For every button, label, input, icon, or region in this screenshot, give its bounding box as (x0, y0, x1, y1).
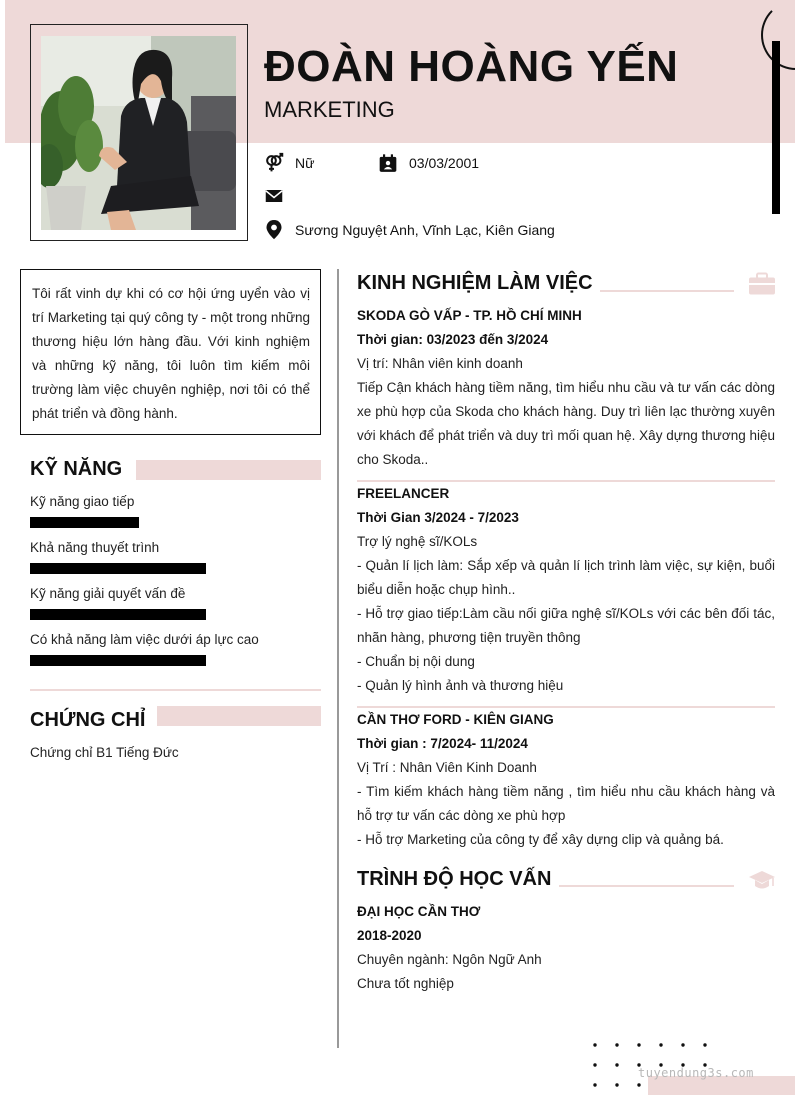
job-entry (357, 482, 775, 698)
job-entry (357, 708, 775, 852)
certificates-title: CHỨNG CHỈ (30, 709, 146, 731)
experience-title: KINH NGHIỆM LÀM VIỆC (357, 272, 593, 294)
skill-level-bar (30, 517, 139, 528)
skill-label: Kỹ năng giải quyết vấn đề (30, 586, 186, 601)
address-value: Sương Nguyệt Anh, Vĩnh Lạc, Kiên Giang (295, 222, 555, 238)
gender-row (264, 153, 314, 173)
skills-title-bar (136, 460, 321, 480)
skill-label: Khả năng thuyết trình (30, 540, 160, 555)
education-years: 2018-2020 (357, 928, 422, 943)
job-company: SKODA GÒ VẤP - TP. HỒ CHÍ MINH (357, 308, 582, 323)
education-status: Chưa tốt nghiệp (357, 976, 454, 991)
skill-label: Kỹ năng giao tiếp (30, 494, 135, 509)
job-position: Vị Trí : Nhân Viên Kinh Doanh (357, 760, 537, 775)
certificate-item: Chứng chỉ B1 Tiếng Đức (30, 745, 179, 760)
skill-label: Có khả năng làm việc dưới áp lực cao (30, 632, 259, 647)
experience-title-line (600, 290, 734, 292)
job-detail: - Quản lí lịch làm: Sắp xếp và quản lí lịch trình làm việc, sự kiện, buổi biểu diễn hoặc chụp hình.. (357, 558, 775, 597)
column-divider (337, 269, 339, 1048)
certificates-title-bar (157, 706, 321, 726)
education-title: TRÌNH ĐỘ HỌC VẤN (357, 868, 552, 890)
job-entry (357, 304, 775, 472)
graduation-cap-icon (748, 868, 776, 897)
summary-text: Tôi rất vinh dự khi có cơ hội ứng uyển vào vị trí Marketing tại quý công ty - một trong những thương hiệu lớn hàng đầu. Với kinh nghiệm và những kỹ năng, tôi luôn tìm kiếm môi trường làm việc chuyên nghiệp, nơi tôi có thể phát triển và đồng hành. (32, 286, 310, 421)
education-entry (357, 900, 775, 996)
profile-photo-illustration (41, 36, 236, 230)
education-major: Chuyên ngành: Ngôn Ngữ Anh (357, 952, 542, 967)
email-row (264, 186, 295, 206)
decorative-vertical-bar (772, 41, 780, 214)
job-detail: Tiếp Cận khách hàng tiềm năng, tìm hiểu nhu cầu và tư vấn các dòng xe phù hợp của Skoda cho khách hàng. Duy trì liên lạc thường xuyên với khách để phát triển và duy trì mối quan hệ. Xây dựng thương hiệu cho Skoda.. (357, 380, 775, 467)
birthday-value: 03/03/2001 (409, 155, 480, 171)
job-position: Vị trí: Nhân viên kinh doanh (357, 356, 523, 371)
summary-box (20, 269, 321, 435)
job-detail: - Chuẩn bị nội dung (357, 654, 475, 669)
job-company: FREELANCER (357, 486, 450, 501)
email-icon (264, 186, 284, 206)
briefcase-icon (748, 272, 776, 301)
job-detail: - Tìm kiếm khách hàng tiềm năng , tìm hiểu nhu cầu khách hàng và hỗ trợ tư vấn các dòng xe phù hợp (357, 784, 775, 823)
education-title-line (559, 885, 734, 887)
gender-value: Nữ (295, 155, 315, 171)
watermark: tuyendung3s.com (638, 1066, 754, 1080)
job-period: Thời Gian 3/2024 - 7/2023 (357, 510, 519, 525)
profile-photo (41, 36, 236, 230)
job-company: CẦN THƠ FORD - KIÊN GIANG (357, 712, 554, 727)
candidate-name: ĐOÀN HOÀNG YẾN (264, 42, 679, 91)
skills-title: KỸ NĂNG (30, 458, 123, 480)
job-detail: - Hỗ trợ giao tiếp:Làm cầu nối giữa nghệ sĩ/KOLs với các bên đối tác, nhãn hàng, phương tiện truyền thông (357, 606, 775, 645)
address-row (264, 220, 555, 240)
job-period: Thời gian : 7/2024- 11/2024 (357, 736, 528, 751)
job-period: Thời gian: 03/2023 đến 3/2024 (357, 332, 549, 347)
left-divider (30, 689, 321, 691)
page-edge (795, 0, 800, 80)
candidate-role: MARKETING (264, 97, 395, 122)
job-detail: - Hỗ trợ Marketing của công ty để xây dựng clip và quảng bá. (357, 832, 724, 847)
skill-level-bar (30, 563, 206, 574)
birthday-row (378, 153, 479, 173)
job-detail: - Quản lý hình ảnh và thương hiệu (357, 678, 564, 693)
calendar-icon (378, 153, 398, 173)
education-school: ĐẠI HỌC CẦN THƠ (357, 904, 481, 919)
skill-level-bar (30, 609, 206, 620)
job-position: Trợ lý nghệ sĩ/KOLs (357, 534, 478, 549)
gender-icon (264, 153, 284, 173)
location-icon (264, 220, 284, 240)
skill-level-bar (30, 655, 206, 666)
